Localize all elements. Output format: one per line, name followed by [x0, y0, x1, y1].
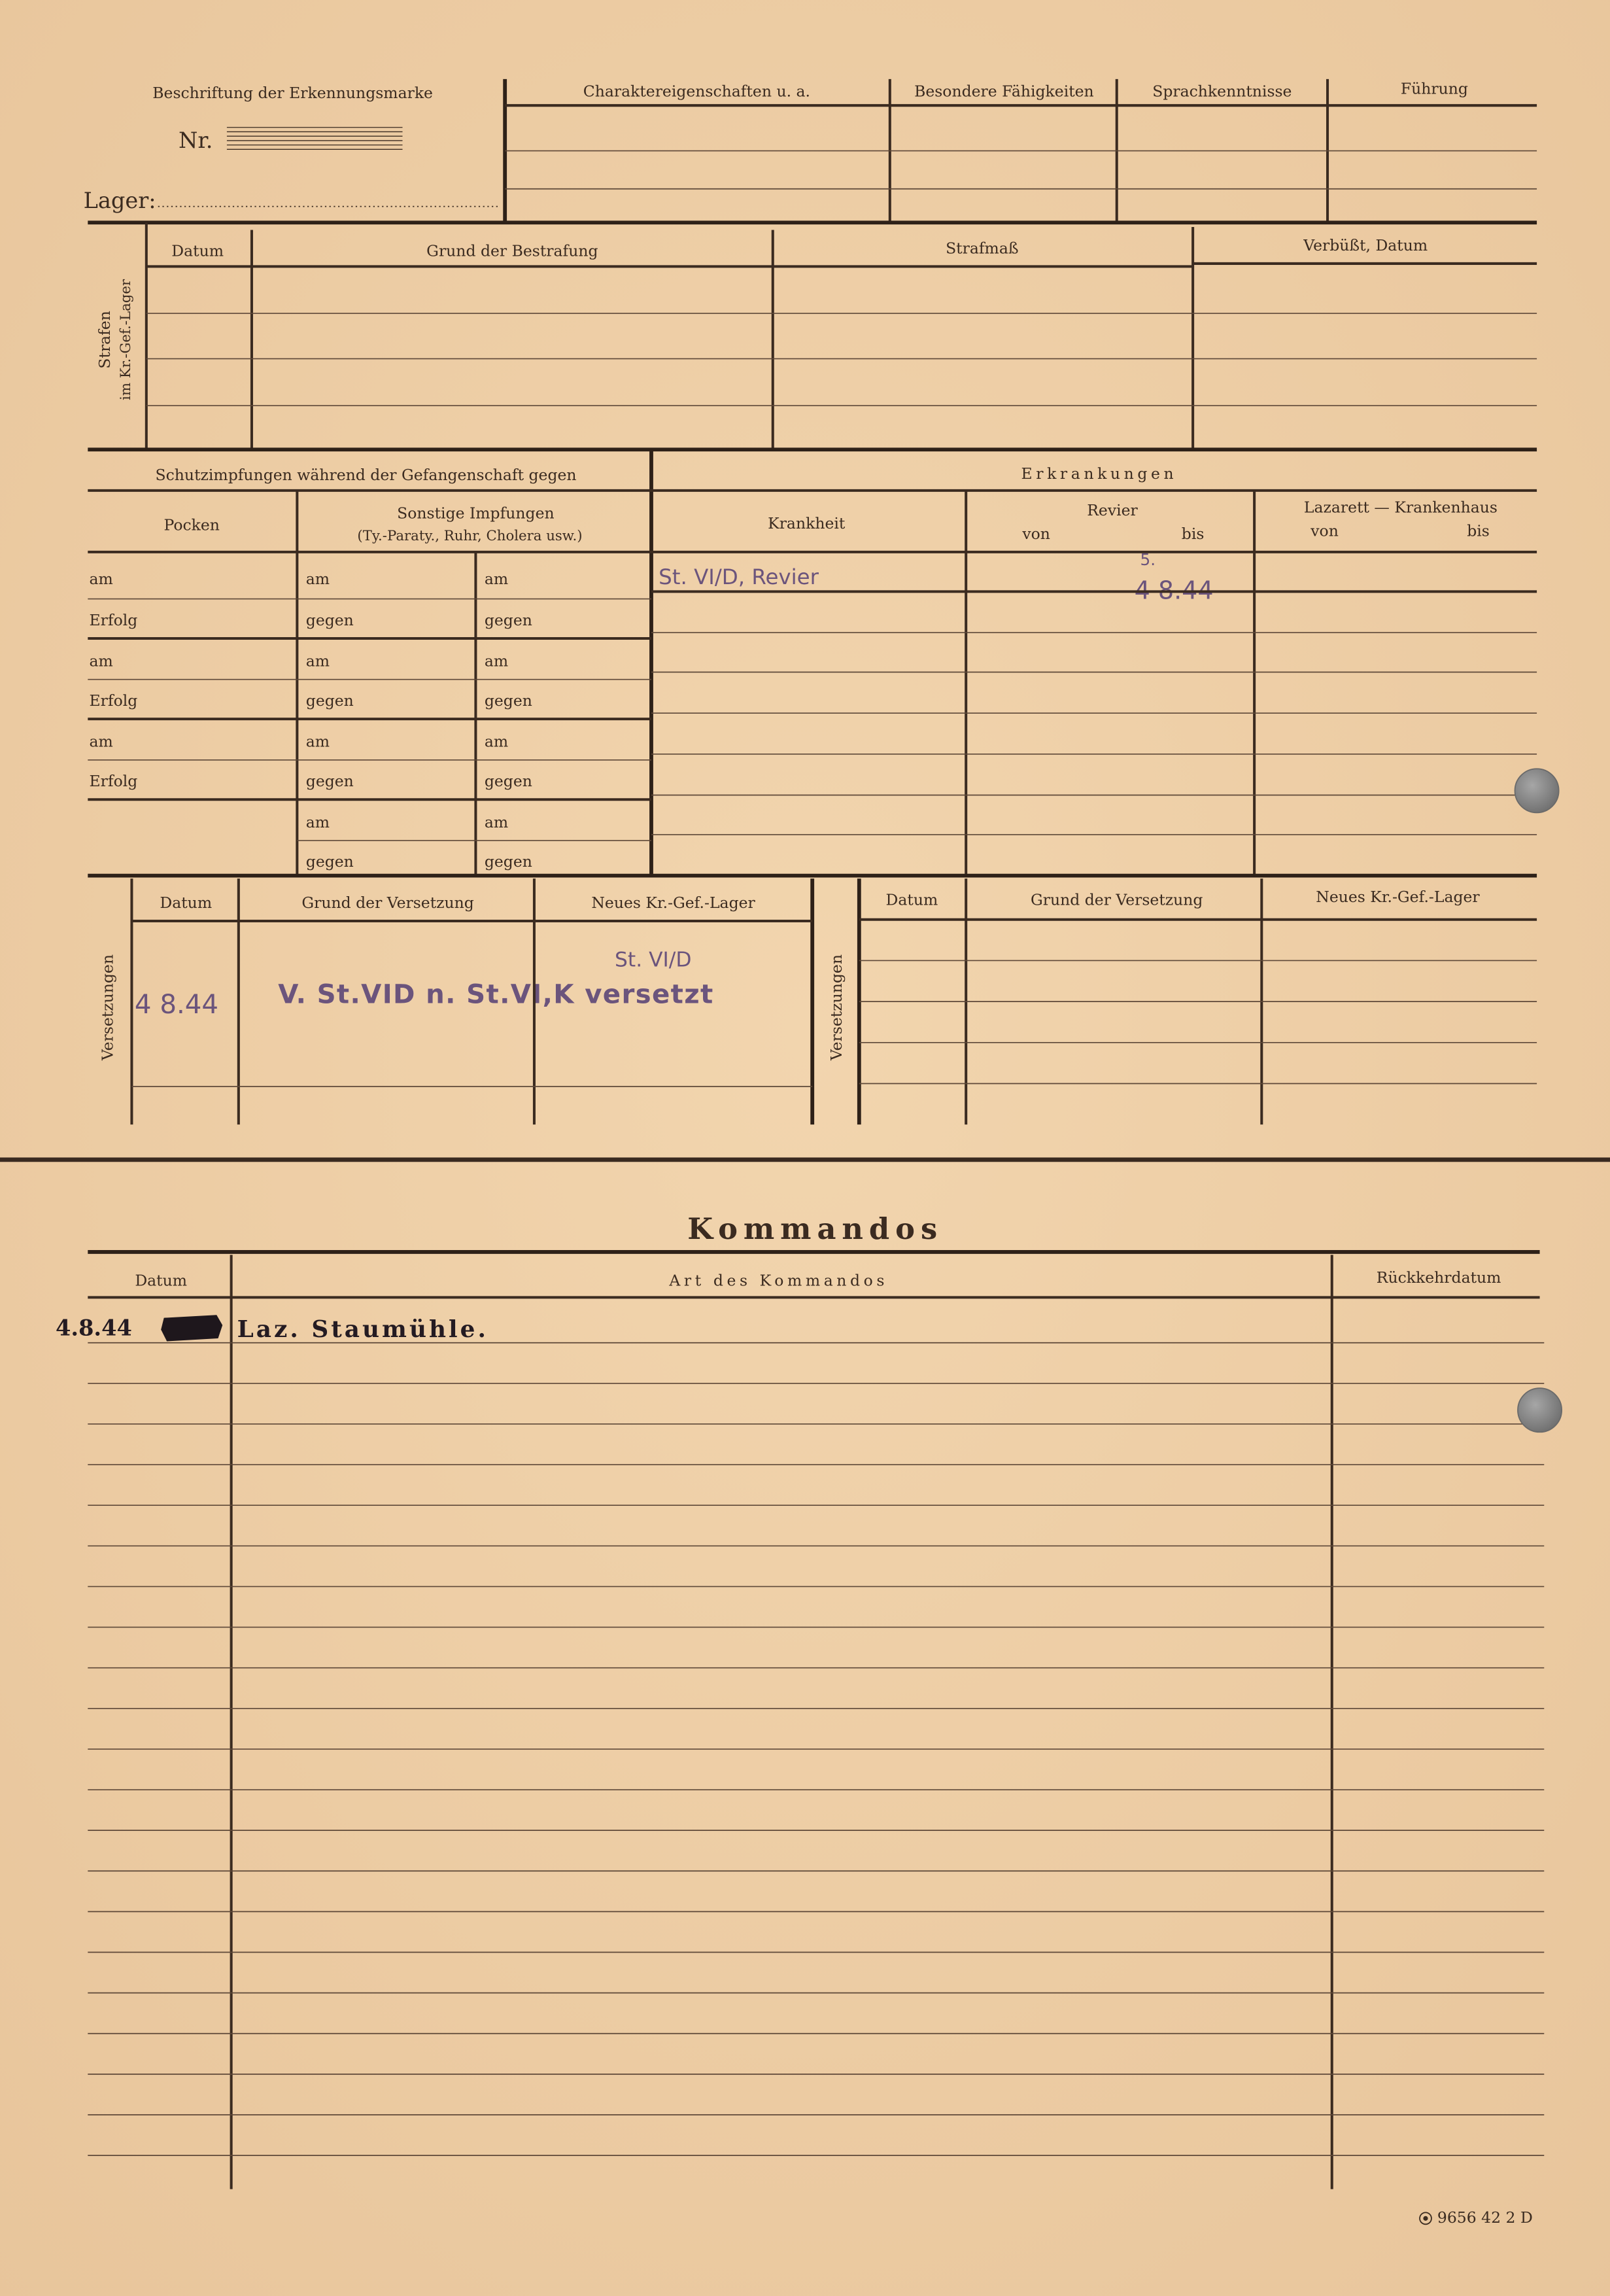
transfer-camp-stamp: St. VI/D — [615, 948, 692, 972]
kommando-date-entry: 4.8.44 — [56, 1314, 132, 1341]
transfer-reason-stamp: V. St.VID n. St.VI,K versetzt — [278, 979, 714, 1010]
header-character: Charaktereigenschaften u. a. — [583, 82, 811, 101]
vaccination-cell: am — [305, 732, 330, 751]
vaccination-cell: Erfolg — [89, 691, 138, 710]
vaccination-cell: am — [89, 732, 113, 751]
punch-hole — [1515, 769, 1559, 812]
vaccination-cell: am — [484, 732, 509, 751]
header-kommando-date: Datum — [135, 1271, 188, 1290]
vaccination-cell: gegen — [305, 691, 354, 710]
header-infirmary-from: von — [1022, 524, 1050, 543]
vaccination-cell: Erfolg — [89, 772, 138, 791]
vaccinations-title: Schutzimpfungen während der Gefangenschaft gegen — [155, 466, 577, 485]
lager-label: Lager: — [83, 187, 156, 213]
transfers-side-label-right: Versetzungen — [827, 954, 846, 1061]
vaccination-cell: am — [484, 570, 509, 589]
header-hospital: Lazarett — Krankenhaus — [1303, 498, 1498, 517]
vaccination-cell: am — [89, 570, 113, 589]
header-punish-served: Verbüßt, Datum — [1303, 235, 1428, 254]
punishments-side-label: Strafen — [95, 311, 114, 369]
vaccination-cell: gegen — [484, 772, 532, 791]
vaccination-cell: am — [484, 652, 509, 670]
header-transfer-reason-right: Grund der Versetzung — [1030, 890, 1203, 909]
header-hospital-from: von — [1310, 521, 1339, 540]
tag-label: Beschriftung der Erkennungsmarke — [152, 83, 433, 102]
form-number: 9656 42 2 D — [1437, 2208, 1533, 2227]
infirmary-date-stamp: 4 8.44 — [1134, 576, 1214, 605]
header-punish-date: Datum — [171, 241, 224, 260]
infirmary-stamp-mark: 5. — [1140, 550, 1156, 570]
kommando-type-entry: Laz. Staumühle. — [237, 1315, 488, 1343]
vaccination-cell: am — [305, 812, 330, 831]
vaccination-cell: am — [305, 570, 330, 589]
nr-label: Nr. — [179, 128, 213, 154]
header-punish-reason: Grund der Bestrafung — [426, 241, 598, 260]
header-transfer-camp-right: Neues Kr.-Gef.-Lager — [1316, 887, 1480, 906]
illness-stamp: St. VI/D, Revier — [659, 565, 819, 590]
header-languages: Sprachkenntnisse — [1152, 82, 1292, 101]
header-conduct: Führung — [1400, 79, 1468, 98]
header-transfer-reason-left: Grund der Versetzung — [301, 893, 474, 912]
header-kommando-type: Art des Kommandos — [669, 1271, 889, 1290]
vaccination-cell: am — [89, 652, 113, 670]
vaccination-cell: gegen — [305, 852, 354, 871]
illnesses-title: Erkrankungen — [1021, 464, 1178, 483]
header-transfer-date-left: Datum — [160, 893, 213, 912]
header-punish-penalty: Strafmaß — [946, 239, 1019, 258]
vaccination-cell: gegen — [305, 772, 354, 791]
punch-hole — [1518, 1388, 1562, 1432]
vaccination-cell: gegen — [484, 691, 532, 710]
header-hospital-to: bis — [1467, 521, 1490, 540]
header-infirmary: Revier — [1087, 500, 1138, 519]
transfer-date-stamp: 4 8.44 — [134, 989, 219, 1020]
punishments-side-label-sub: im Kr.-Gef.-Lager — [118, 279, 135, 400]
vaccination-cell: gegen — [484, 610, 532, 629]
header-other-vaccines: Sonstige Impfungen — [397, 504, 555, 523]
header-kommando-return: Rückkehrdatum — [1376, 1268, 1501, 1287]
header-illness: Krankheit — [768, 514, 846, 533]
header-other-vaccines-note: (Ty.-Paraty., Ruhr, Cholera usw.) — [357, 528, 583, 545]
header-infirmary-to: bis — [1181, 524, 1205, 543]
vaccination-cell: am — [305, 652, 330, 670]
footer — [1420, 2208, 1533, 2227]
kommandos-title: Kommandos — [687, 1211, 944, 1246]
ink-smudge — [161, 1315, 222, 1341]
header-smallpox: Pocken — [163, 515, 220, 534]
transfers-side-label-left: Versetzungen — [98, 954, 117, 1061]
vaccination-cell: gegen — [484, 852, 532, 871]
vaccination-cell: gegen — [305, 610, 354, 629]
header-transfer-date-right: Datum — [885, 890, 938, 909]
kommando-row-lines — [88, 1343, 1544, 2155]
vaccination-cell: am — [484, 812, 509, 831]
vaccination-cell: Erfolg — [89, 610, 138, 629]
header-transfer-camp-left: Neues Kr.-Gef.-Lager — [591, 893, 755, 912]
header-skills: Besondere Fähigkeiten — [914, 82, 1094, 101]
